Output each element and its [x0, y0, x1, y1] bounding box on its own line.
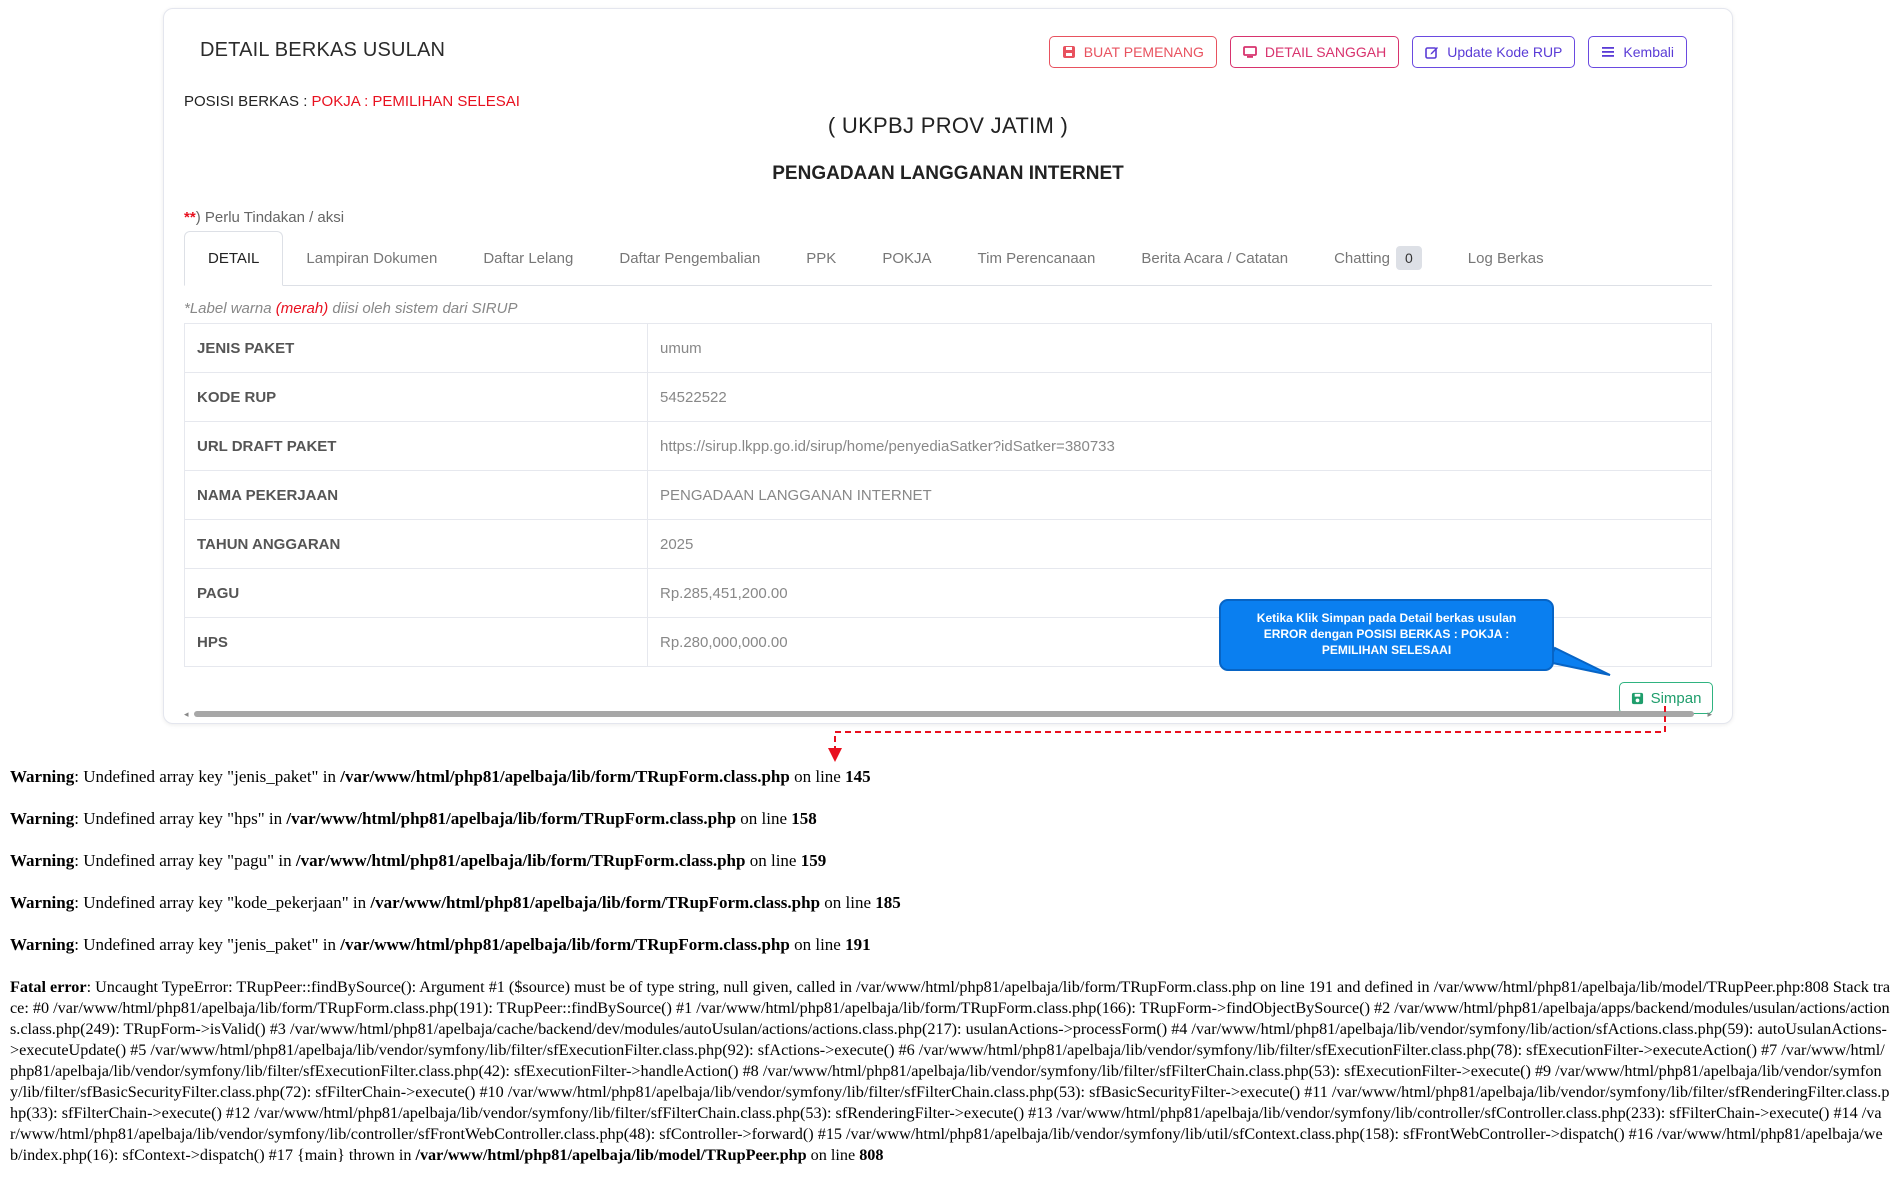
scroll-right-icon[interactable]: ▸	[1707, 709, 1712, 719]
fatal-message: : Uncaught TypeError: TRupPeer::findBySource(): Argument #1 ($source) must be of type string, null given, called in /var/www/html/php81/apelbaja/lib/form/TRupForm.class.php on line 191 and defined in /var/www/html/php81/apelbaja/lib/model/TRupPeer.php:808 Stack trace: #0 /var/www/html/php81/apelbaja/lib/form/TRupForm.class.php(191): TRupPeer::findBySource() #1 /var/www/html/php81/apelbaja/lib/form/TRupForm.class.php(166): TRupForm->findObjectBySource() #2 /var/www/html/php81/apelbaja/apps/backend/modules/usulan/actions/actions.class.php(249): TRupForm->isValid() #3 /var/www/html/php81/apelbaja/cache/backend/dev/modules/autoUsulan/actions/actions.class.php(217): usulanActions->processForm() #4 /var/www/html/php81/apelbaja/lib/vendor/symfony/lib/action/sfActions.class.php(59): autoUsulanActions->executeUpdate() #5 /var/www/html/php81/apelbaja/lib/vendor/symfony/lib/filter/sfExecutionFilter.class.php(92): sfActions->execute() #6 /var/www/html/php81/apelbaja/lib/vendor/symfony/lib/filter/sfExecutionFilter.class.php(78): sfExecutionFilter->executeAction() #7 /var/www/html/php81/apelbaja/lib/vendor/symfony/lib/filter/sfExecutionFilter.class.php(42): sfExecutionFilter->handleAction() #8 /var/www/html/php81/apelbaja/lib/vendor/symfony/lib/filter/sfFilterChain.class.php(53): sfExecutionFilter->execute() #9 /var/www/html/php81/apelbaja/lib/vendor/symfony/lib/filter/sfBasicSecurityFilter.class.php(72): sfFilterChain->execute() #10 /var/www/html/php81/apelbaja/lib/vendor/symfony/lib/filter/sfFilterChain.class.php(53): sfBasicSecurityFilter->execute() #11 /var/www/html/php81/apelbaja/lib/vendor/symfony/lib/filter/sfRenderingFilter.class.php(33): sfFilterChain->execute() #12 /var/www/html/php81/apelbaja/lib/vendor/symfony/lib/filter/sfFilterChain.class.php(53): sfRenderingFilter->execute() #13 /var/www/html/php81/apelbaja/lib/vendor/symfony/lib/controller/sfController.class.php(233): sfFilterChain->execute() #14 /var/www/html/php81/apelbaja/lib/vendor/symfony/lib/controller/sfFrontWebController.class.php(48): sfController->forward() #15 /var/www/html/php81/apelbaja/lib/vendor/symfony/lib/util/sfContext.class.php(158): sfFrontWebController->dispatch() #16 /var/www/html/php81/apelbaja/web/index.php(16): sfContext->dispatch() #17 {main} thrown in	[10, 978, 1891, 1164]
warning-file: /var/www/html/php81/apelbaja/lib/form/TRupForm.class.php	[286, 809, 737, 828]
package-title: PENGADAAN LANGGANAN INTERNET	[772, 163, 1124, 184]
warning-line: 191	[845, 935, 871, 954]
horizontal-scrollbar[interactable]	[184, 709, 1712, 719]
warning-line: 185	[875, 893, 901, 912]
warning-file: /var/www/html/php81/apelbaja/lib/form/TRupForm.class.php	[340, 767, 790, 786]
action-note-text: ) Perlu Tindakan / aksi	[195, 209, 345, 226]
detail-sanggah-label: DETAIL SANGGAH	[1264, 44, 1387, 60]
chat-count-badge: 0	[1396, 246, 1422, 270]
row-value: Rp.285,451,200.00	[648, 569, 1712, 618]
scroll-left-icon[interactable]: ◂	[184, 709, 189, 719]
organization-name: ( UKPBJ PROV JATIM )	[827, 113, 1069, 138]
label-note-red: (merah)	[275, 300, 329, 317]
row-value: 2025	[648, 520, 1712, 569]
row-value: https://sirup.lkpp.go.id/sirup/home/penyediaSatker?idSatker=380733	[648, 422, 1712, 471]
page-title: DETAIL BERKAS USULAN	[200, 39, 446, 61]
tab-log-berkas[interactable]: Log Berkas	[1467, 249, 1544, 267]
warning-on-text: on line	[745, 851, 801, 870]
php-warning	[10, 851, 826, 871]
posisi-berkas	[184, 93, 520, 110]
warning-label: Warning	[10, 893, 75, 912]
php-warning	[10, 809, 817, 829]
scroll-thumb[interactable]	[194, 711, 1694, 717]
fatal-line: 808	[859, 1146, 884, 1164]
row-value: PENGADAAN LANGGANAN INTERNET	[648, 471, 1712, 520]
update-kode-rup-button[interactable]	[1412, 36, 1575, 68]
warning-message: : Undefined array key "hps" in	[74, 809, 287, 828]
save-icon	[1631, 692, 1644, 705]
warning-on-text: on line	[789, 935, 846, 954]
list-icon	[1601, 45, 1615, 59]
buat-pemenang-button[interactable]	[1049, 36, 1217, 68]
save-icon	[1062, 45, 1076, 59]
kembali-label: Kembali	[1623, 44, 1674, 60]
tab-detail[interactable]: DETAIL	[184, 231, 283, 286]
row-key: HPS	[185, 618, 648, 667]
row-value: Rp.280,000,000.00	[648, 618, 1712, 667]
warning-on-text: on line	[820, 893, 876, 912]
warning-line: 145	[845, 767, 871, 786]
label-color-note	[184, 300, 517, 317]
row-key: TAHUN ANGGARAN	[185, 520, 648, 569]
tab-ppk[interactable]: PPK	[806, 249, 837, 267]
posisi-label: POSISI BERKAS :	[184, 93, 312, 110]
label-note-pre: *Label warna	[184, 300, 276, 317]
warning-message: : Undefined array key "jenis_paket" in	[74, 935, 341, 954]
update-kode-rup-label: Update Kode RUP	[1447, 44, 1563, 60]
tab-lampiran-dokumen[interactable]: Lampiran Dokumen	[306, 249, 438, 267]
row-key: NAMA PEKERJAAN	[185, 471, 648, 520]
warning-label: Warning	[10, 767, 75, 786]
buat-pemenang-label: BUAT PEMENANG	[1083, 44, 1204, 60]
annotation-callout: Ketika Klik Simpan pada Detail berkas usulan ERROR dengan POSISI BERKAS : POKJA : PEMILIHAN SELESAAI	[1219, 599, 1554, 671]
warning-on-text: on line	[789, 767, 846, 786]
php-warning	[10, 935, 871, 955]
table-row	[185, 520, 1712, 569]
tab-bar	[184, 231, 1712, 286]
tab-berita-acara[interactable]: Berita Acara / Catatan	[1141, 249, 1289, 267]
tab-daftar-lelang[interactable]: Daftar Lelang	[483, 249, 574, 267]
warning-line: 159	[800, 851, 827, 870]
row-value: 54522522	[648, 373, 1712, 422]
warning-message: : Undefined array key "pagu" in	[74, 851, 296, 870]
fatal-on-text: on line	[806, 1146, 860, 1164]
warning-message: : Undefined array key "jenis_paket" in	[74, 767, 341, 786]
warning-label: Warning	[10, 809, 75, 828]
warning-on-text: on line	[736, 809, 792, 828]
row-key: JENIS PAKET	[185, 324, 648, 373]
action-buttons	[1049, 36, 1687, 68]
kembali-button[interactable]	[1588, 36, 1687, 68]
label-note-post: diisi oleh sistem dari SIRUP	[328, 300, 518, 317]
php-fatal-error	[10, 977, 1890, 1166]
error-pointer-arrowhead	[828, 748, 842, 762]
detail-sanggah-button[interactable]	[1230, 36, 1399, 68]
warning-message: : Undefined array key "kode_pekerjaan" in	[74, 893, 371, 912]
edit-icon	[1425, 45, 1439, 59]
tab-pokja[interactable]: POKJA	[882, 249, 932, 267]
tab-chatting-label: Chatting	[1334, 249, 1390, 267]
posisi-value: POKJA : PEMILIHAN SELESAI	[311, 93, 520, 110]
table-row	[185, 422, 1712, 471]
php-warning	[10, 893, 901, 913]
warning-file: /var/www/html/php81/apelbaja/lib/form/TRupForm.class.php	[340, 935, 790, 954]
simpan-label: Simpan	[1650, 689, 1702, 707]
warning-label: Warning	[10, 851, 75, 870]
row-key: URL DRAFT PAKET	[185, 422, 648, 471]
warning-line: 158	[791, 809, 817, 828]
table-row	[185, 324, 1712, 373]
fatal-file: /var/www/html/php81/apelbaja/lib/model/TRupPeer.php	[415, 1146, 807, 1164]
warning-file: /var/www/html/php81/apelbaja/lib/form/TRupForm.class.php	[295, 851, 746, 870]
monitor-icon	[1243, 45, 1257, 59]
row-key: KODE RUP	[185, 373, 648, 422]
table-row	[185, 373, 1712, 422]
tab-daftar-pengembalian[interactable]: Daftar Pengembalian	[619, 249, 761, 267]
warning-file: /var/www/html/php81/apelbaja/lib/form/TRupForm.class.php	[370, 893, 821, 912]
row-value: umum	[648, 324, 1712, 373]
required-marker: **	[184, 209, 196, 226]
fatal-label: Fatal error	[10, 978, 87, 996]
warning-label: Warning	[10, 935, 75, 954]
php-warning	[10, 767, 871, 787]
table-row	[185, 471, 1712, 520]
tab-chatting[interactable]	[1311, 231, 1445, 285]
tab-tim-perencanaan[interactable]: Tim Perencanaan	[977, 249, 1096, 267]
action-note	[184, 209, 344, 226]
row-key: PAGU	[185, 569, 648, 618]
